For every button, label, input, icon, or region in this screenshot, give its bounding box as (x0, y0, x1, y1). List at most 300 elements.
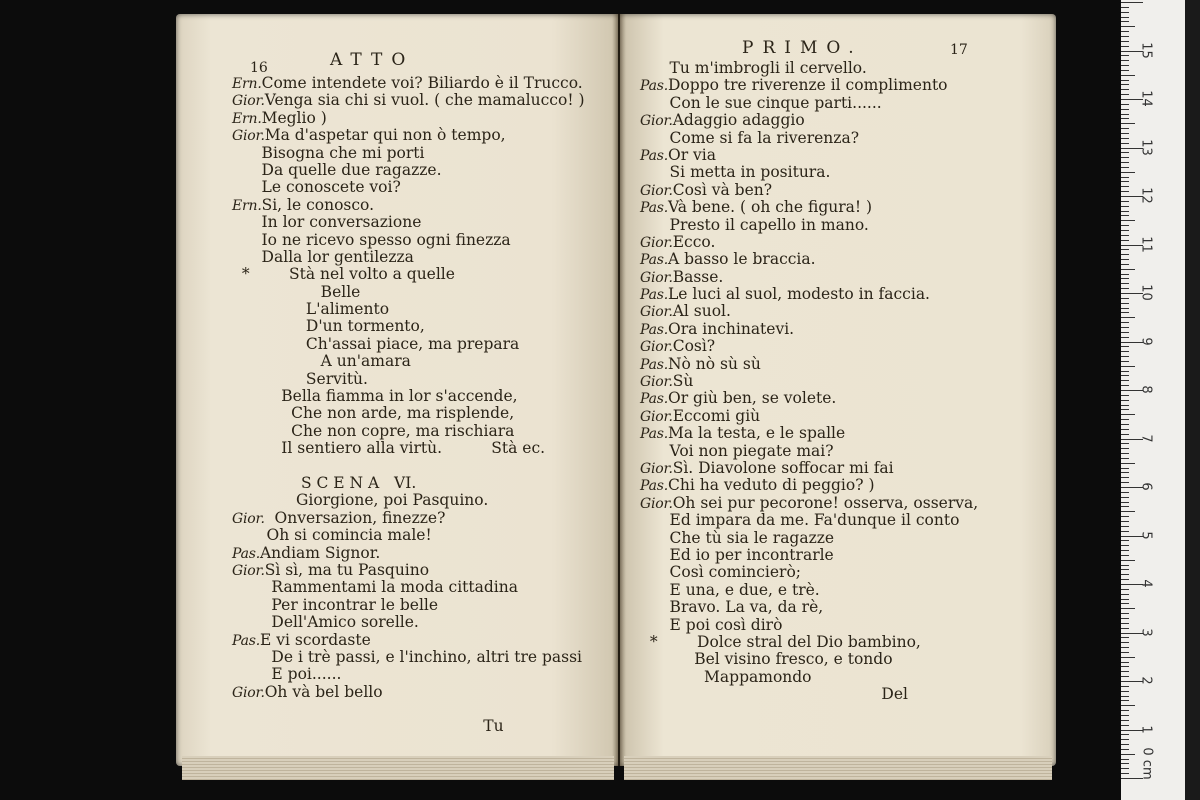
ruler-tick (1121, 167, 1129, 168)
ruler-label: 3 (1138, 627, 1154, 637)
text-line (232, 614, 585, 631)
ruler-tick (1121, 264, 1129, 265)
ruler-tick (1121, 283, 1129, 284)
line-text: Ecco. (672, 232, 716, 251)
text-line (232, 684, 585, 701)
ruler-label: 9 (1138, 336, 1154, 346)
text-line (232, 145, 585, 162)
ruler-tick (1121, 768, 1129, 769)
line-text: De i trè passi, e l'inchino, altri tre passi (232, 647, 582, 666)
line-text: Bravo. La va, da rè, (640, 598, 824, 617)
ruler-tick (1121, 574, 1129, 575)
text-line (640, 547, 978, 564)
text-line (640, 338, 978, 355)
speaker-label: Pas. (640, 200, 668, 217)
ruler-tick (1121, 186, 1129, 187)
line-text: Or via (667, 145, 716, 164)
line-text: Come si fa la riverenza? (640, 128, 859, 147)
text-line (640, 286, 978, 303)
text-line (640, 617, 978, 634)
ruler-tick (1121, 70, 1129, 71)
text-line (232, 475, 585, 492)
ruler-tick (1121, 133, 1129, 134)
ruler-tick (1121, 531, 1129, 532)
ruler-tick (1121, 506, 1129, 507)
ruler-tick (1121, 356, 1129, 357)
ruler-tick (1121, 560, 1135, 561)
ruler-tick (1121, 181, 1129, 182)
ruler-tick (1121, 676, 1129, 677)
ruler-tick (1121, 686, 1129, 687)
speaker-label: Pas. (640, 356, 668, 373)
ruler-tick (1121, 351, 1129, 352)
line-text: Come intendete voi? Biliardo è il Trucco. (261, 74, 583, 92)
text-line (640, 408, 978, 425)
text-line (232, 649, 585, 666)
line-text: Adaggio adaggio (672, 111, 805, 130)
ruler-tick (1121, 472, 1129, 473)
ruler-tick (1121, 75, 1135, 76)
ruler-tick (1121, 152, 1129, 153)
line-text: Sì. Diavolone soffocar mi fai (672, 458, 894, 477)
line-text: E una, e due, e trè. (640, 580, 820, 599)
ruler-tick (1121, 337, 1129, 338)
text-line (232, 579, 585, 596)
ruler-tick (1121, 623, 1129, 624)
line-text: Dalla lor gentilezza (232, 247, 414, 266)
text-line (640, 443, 978, 460)
line-text: Che non arde, ma risplende, (232, 404, 515, 423)
ruler-label: 4 (1138, 579, 1154, 588)
ruler-tick (1121, 443, 1129, 444)
ruler-tick (1121, 55, 1129, 56)
ruler-tick (1121, 642, 1129, 643)
ruler-tick (1121, 201, 1129, 202)
ruler-tick (1121, 109, 1129, 110)
ruler-tick (1121, 230, 1129, 231)
line-text: Ora inchinatevi. (667, 319, 795, 338)
ruler-tick (1121, 138, 1129, 139)
line-text: Voi non piegate mai? (640, 441, 834, 460)
ruler-tick (1121, 177, 1129, 178)
speaker-label: Gior. (640, 182, 673, 199)
speaker-label: Gior. (232, 510, 265, 527)
text-line (640, 390, 978, 407)
ruler-tick (1121, 754, 1135, 755)
text-line (640, 77, 978, 94)
ruler-tick (1121, 589, 1129, 590)
text-line (232, 162, 585, 179)
book-gutter (612, 14, 626, 766)
ruler-tick (1121, 652, 1129, 653)
text-line (640, 60, 978, 77)
speaker-label: Pas. (640, 391, 668, 408)
ruler-tick (1121, 211, 1129, 212)
ruler-tick (1121, 220, 1135, 221)
speaker-label: Pas. (640, 478, 668, 495)
text-line (232, 440, 585, 457)
text-line (232, 75, 585, 92)
ruler-tick (1121, 424, 1129, 425)
ruler-shadow (1185, 0, 1200, 800)
ruler-tick (1121, 448, 1129, 449)
speaker-label: Gior. (232, 128, 265, 145)
speaker-label: Ern. (232, 197, 262, 214)
line-text: Rammentami la moda cittadina (232, 578, 518, 597)
ruler-tick (1121, 720, 1129, 721)
ruler-tick (1121, 710, 1129, 711)
text-line (640, 582, 978, 599)
text-line (640, 147, 978, 164)
ruler-tick (1121, 468, 1129, 469)
ruler-tick (1121, 191, 1129, 192)
ruler-tick (1121, 434, 1129, 435)
ruler-tick (1121, 739, 1129, 740)
speaker-label: Gior. (640, 304, 673, 321)
ruler-tick (1121, 603, 1129, 604)
ruler-label: 1 (1138, 724, 1154, 734)
speaker-label: Gior. (640, 113, 673, 130)
ruler-tick (1121, 143, 1129, 144)
speaker-label: Gior. (640, 234, 673, 251)
ruler-tick (1121, 526, 1129, 527)
ruler-tick (1121, 734, 1129, 735)
speaker-label: Gior. (232, 93, 265, 110)
ruler-tick (1121, 400, 1129, 401)
text-line (232, 545, 585, 562)
line-text: Sù (672, 372, 694, 391)
ruler-tick (1121, 540, 1129, 541)
ruler-tick (1121, 497, 1129, 498)
speaker-label: Ern. (232, 76, 262, 92)
ruler-tick (1121, 555, 1129, 556)
line-text: S C E N A VI. (232, 473, 417, 492)
line-text: Mappamondo (640, 667, 812, 686)
ruler-tick (1121, 235, 1129, 236)
page-edges-right (624, 756, 1052, 780)
ruler-tick (1121, 725, 1129, 726)
speaker-label: Pas. (640, 321, 668, 338)
ruler-tick (1121, 463, 1135, 464)
ruler-tick (1121, 172, 1135, 173)
text-line (640, 564, 978, 581)
speaker-label: Gior. (640, 408, 673, 425)
ruler-tick (1121, 516, 1129, 517)
text-line (232, 266, 585, 283)
speaker-label: Gior. (640, 374, 673, 391)
ruler-label: 12 (1138, 187, 1154, 204)
text-line (640, 303, 978, 320)
speaker-label: Pas. (232, 632, 260, 649)
ruler-tick (1121, 511, 1135, 512)
ruler-tick (1121, 671, 1129, 672)
ruler-tick (1121, 565, 1129, 566)
left-page-text (232, 75, 585, 736)
ruler-tick (1121, 215, 1129, 216)
line-text: L'alimento (232, 300, 390, 319)
text-line (232, 179, 585, 196)
line-text: Nò nò sù sù (667, 354, 761, 373)
ruler-label: 7 (1138, 433, 1154, 443)
ruler-tick (1121, 118, 1129, 119)
line-text: Oh sei pur pecorone! osserva, osserva, (672, 493, 979, 512)
ruler-tick (1121, 637, 1129, 638)
speaker-label: Pas. (640, 78, 668, 95)
line-text: Al suol. (672, 302, 731, 321)
text-line (232, 127, 585, 144)
ruler-tick (1121, 12, 1129, 13)
text-line (232, 701, 585, 718)
line-text: Ed impara da me. Fa'dunque il conto (640, 511, 960, 530)
text-line (640, 95, 978, 112)
ruler-tick (1121, 361, 1129, 362)
line-text: A un'amara (232, 352, 411, 371)
line-text: Giorgione, poi Pasquino. (232, 491, 489, 510)
page-edges-left (182, 756, 614, 780)
ruler-tick (1121, 123, 1135, 124)
line-text: Bel visino fresco, e tondo (640, 650, 893, 669)
ruler-label: 11 (1138, 235, 1154, 253)
ruler-tick (1121, 114, 1129, 115)
line-text: Servitù. (232, 369, 368, 388)
text-line (232, 666, 585, 683)
text-line (640, 112, 978, 129)
ruler-tick (1121, 26, 1135, 27)
ruler-tick (1121, 482, 1129, 483)
text-line (232, 232, 585, 249)
text-line (640, 686, 978, 703)
line-text: E poi...... (232, 665, 342, 684)
ruler-tick (1121, 385, 1129, 386)
ruler-tick (1121, 705, 1135, 706)
ruler-tick (1121, 41, 1129, 42)
ruler-tick (1121, 225, 1129, 226)
speaker-label: Gior. (232, 684, 265, 701)
line-text: Chi ha veduto di peggio? ) (667, 476, 875, 495)
text-line (640, 269, 978, 286)
speaker-label: Pas. (640, 252, 668, 269)
ruler-tick (1121, 80, 1129, 81)
text-line (640, 373, 978, 390)
text-line (640, 512, 978, 529)
text-line (640, 634, 978, 651)
line-text: A basso le braccia. (667, 250, 816, 269)
line-text: Andiam Signor. (259, 543, 381, 562)
text-line (232, 318, 585, 335)
text-line (232, 597, 585, 614)
text-line (640, 477, 978, 494)
text-line (232, 92, 585, 109)
ruler-tick (1121, 84, 1129, 85)
left-page-header: ATTO (330, 50, 415, 70)
ruler-tick (1121, 7, 1129, 8)
line-text: * Dolce stral del Dio bambino, (640, 632, 921, 651)
line-text: E vi scordaste (259, 630, 371, 649)
line-text: Oh và bel bello (264, 682, 383, 701)
ruler-tick (1121, 17, 1129, 18)
ruler-tick (1121, 744, 1129, 745)
ruler-tick (1121, 303, 1129, 304)
text-line (232, 423, 585, 440)
text-line (640, 460, 978, 477)
text-line (232, 249, 585, 266)
ruler-tick (1121, 332, 1129, 333)
ruler-tick (1121, 308, 1129, 309)
ruler-tick (1121, 327, 1129, 328)
line-text: Tu m'imbrogli il cervello. (640, 59, 867, 77)
ruler-tick (1121, 521, 1129, 522)
line-text: Che tù sia le ragazze (640, 528, 835, 547)
line-text: Doppo tre riverenze il complimento (667, 76, 948, 95)
ruler-tick (1121, 240, 1129, 241)
line-text: Le luci al suol, modesto in faccia. (667, 285, 930, 304)
text-line (232, 336, 585, 353)
text-line (232, 284, 585, 301)
text-line (232, 527, 585, 544)
ruler-tick (1121, 453, 1129, 454)
text-line (232, 492, 585, 509)
ruler-label: 5 (1138, 530, 1154, 540)
line-text: Or giù ben, se volete. (667, 389, 837, 408)
ruler-tick (1121, 157, 1129, 158)
line-text: Così comincierò; (640, 563, 802, 582)
speaker-label: Pas. (640, 147, 668, 164)
line-text: Venga sia chi si vuol. ( che mamalucco! ) (264, 91, 585, 110)
line-text: Si, le conosco. (261, 195, 375, 214)
speaker-label: Pas. (232, 545, 260, 562)
line-text: Del (640, 685, 908, 704)
ruler-tick (1121, 269, 1135, 270)
line-text: Sì sì, ma tu Pasquino (264, 560, 430, 579)
ruler-tick (1121, 278, 1129, 279)
text-line (640, 164, 978, 181)
text-line (232, 388, 585, 405)
ruler-tick (1121, 613, 1129, 614)
text-line (640, 130, 978, 147)
ruler-tick (1121, 477, 1129, 478)
right-page-header: PRIMO. (742, 38, 863, 58)
text-line (232, 371, 585, 388)
speaker-label: Gior. (640, 339, 673, 356)
ruler-tick (1121, 502, 1129, 503)
ruler-label: 15 (1138, 41, 1154, 59)
ruler-tick (1121, 60, 1129, 61)
ruler-tick (1121, 298, 1129, 299)
speaker-label: Gior. (640, 460, 673, 477)
text-line (640, 199, 978, 216)
line-text: Per incontrar le belle (232, 595, 439, 614)
ruler-tick (1121, 759, 1129, 760)
ruler-tick (1121, 371, 1129, 372)
ruler-label: 8 (1138, 385, 1154, 394)
ruler-tick (1121, 409, 1129, 410)
line-text: Basse. (672, 267, 724, 286)
text-line (232, 510, 585, 527)
text-line (640, 425, 978, 442)
line-text: Ed io per incontrarle (640, 545, 834, 564)
ruler-tick (1121, 414, 1135, 415)
ruler-tick (1121, 749, 1129, 750)
line-text: Le conoscete voi? (232, 178, 401, 197)
ruler-tick (1121, 162, 1129, 163)
speaker-label: Ern. (232, 110, 262, 127)
speaker-label: Pas. (640, 426, 668, 443)
ruler-tick (1121, 700, 1129, 701)
text-line (232, 718, 585, 735)
text-line (232, 353, 585, 370)
ruler-tick (1121, 89, 1129, 90)
text-line (640, 182, 978, 199)
text-line (640, 599, 978, 616)
line-text: Eccomi giù (672, 406, 761, 425)
text-line (640, 217, 978, 234)
right-page-number: 17 (950, 42, 968, 58)
ruler-tick (1121, 662, 1129, 663)
text-line (640, 530, 978, 547)
line-text: E poi così dirò (640, 615, 783, 634)
ruler-tick (1121, 647, 1129, 648)
speaker-label: Gior. (640, 269, 673, 286)
ruler-tick (1121, 715, 1129, 716)
ruler-tick (1121, 259, 1129, 260)
line-text: Così và ben? (672, 180, 773, 199)
ruler-tick (1121, 2, 1143, 3)
line-text: Il sentiero alla virtù. Stà ec. (232, 439, 546, 458)
text-line (232, 214, 585, 231)
line-text: Bella fiamma in lor s'accende, (232, 387, 518, 406)
ruler-tick (1121, 550, 1129, 551)
ruler-tick (1121, 21, 1129, 22)
ruler-tick (1121, 322, 1129, 323)
ruler-label: 10 (1138, 284, 1154, 301)
ruler-tick (1121, 36, 1129, 37)
ruler-tick (1121, 545, 1129, 546)
ruler-tick (1121, 492, 1129, 493)
left-page-number: 16 (250, 60, 268, 76)
ruler-tick (1121, 763, 1129, 764)
ruler-tick (1121, 128, 1129, 129)
line-text: Meglio ) (261, 108, 327, 127)
ruler-tick (1121, 249, 1129, 250)
ruler-tick (1121, 395, 1129, 396)
ruler-tick (1121, 31, 1129, 32)
text-line (232, 458, 585, 475)
line-text: Ch'assai piace, ma prepara (232, 334, 520, 353)
line-text: Onversazion, finezze? (264, 508, 446, 527)
ruler-tick (1121, 206, 1129, 207)
text-line (640, 669, 978, 686)
ruler-label: 6 (1138, 482, 1154, 491)
ruler-tick (1121, 288, 1129, 289)
ruler-tick (1121, 666, 1129, 667)
text-line (232, 110, 585, 127)
text-line (640, 234, 978, 251)
ruler-tick (1121, 405, 1129, 406)
ruler-label: 0 cm (1139, 747, 1155, 780)
speaker-label: Gior. (640, 495, 673, 512)
line-text: Dell'Amico sorelle. (232, 613, 419, 632)
text-line (232, 301, 585, 318)
ruler-tick (1121, 608, 1135, 609)
ruler-tick (1121, 312, 1129, 313)
ruler-tick (1121, 317, 1135, 318)
line-text: Con le sue cinque parti...... (640, 93, 882, 112)
ruler-tick (1121, 380, 1129, 381)
line-text: D'un tormento, (232, 317, 425, 336)
ruler-tick (1121, 691, 1129, 692)
line-text: * Stà nel volto a quelle (232, 265, 455, 284)
ruler-tick (1121, 429, 1129, 430)
